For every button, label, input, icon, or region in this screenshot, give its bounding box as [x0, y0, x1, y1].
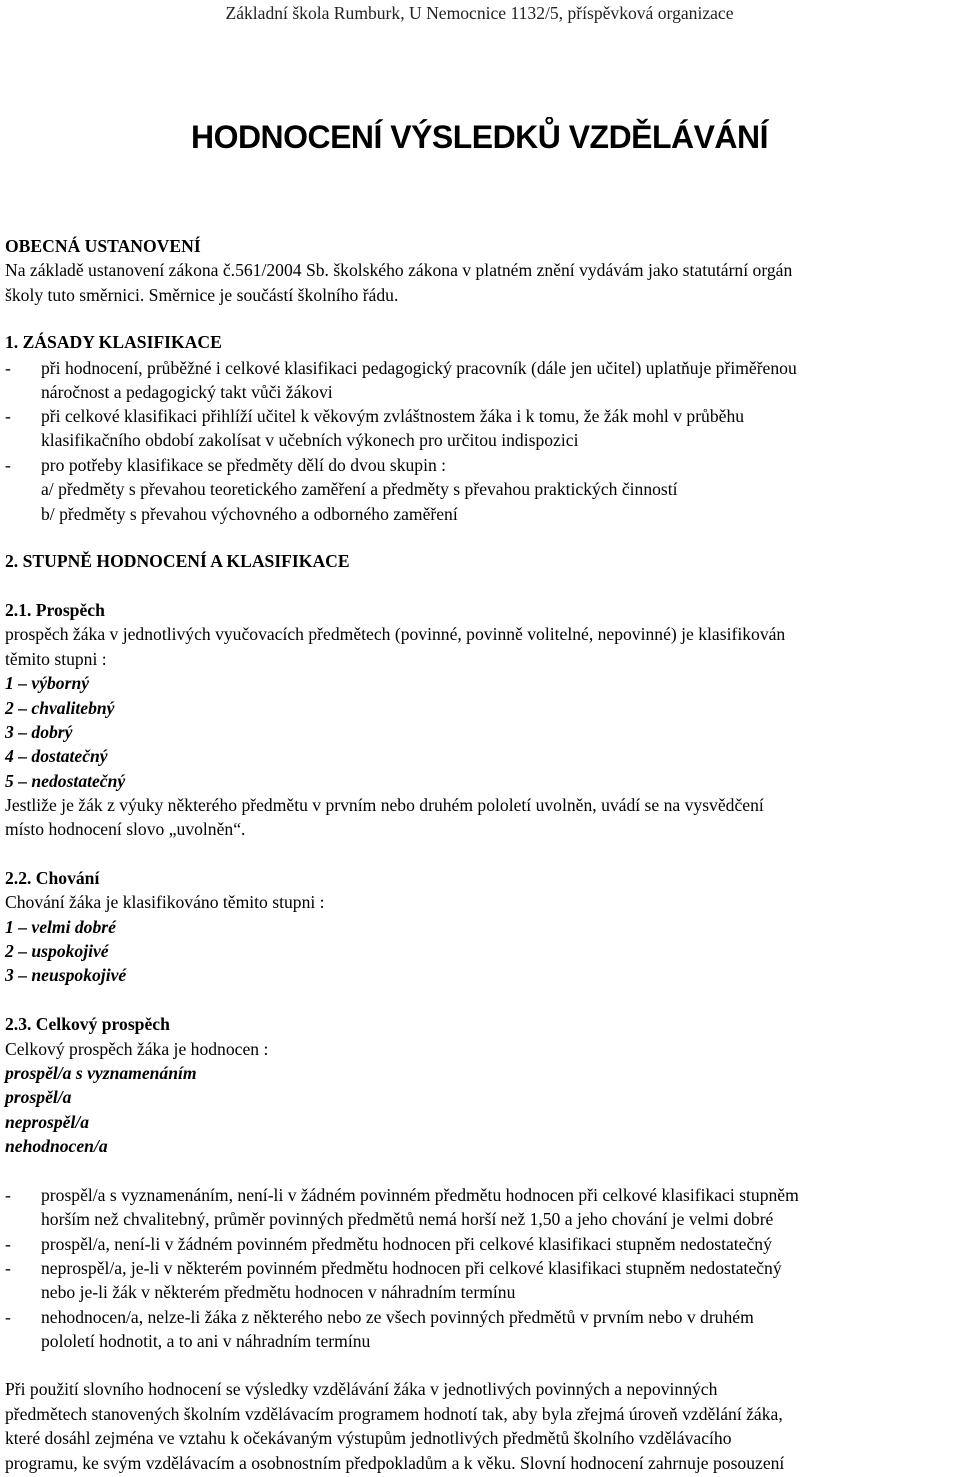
grade-item: nehodnocen/a: [5, 1136, 108, 1156]
paragraph-line: místo hodnocení slovo „uvolněn“.: [5, 819, 246, 839]
section-heading-stupne: 2. STUPNĚ HODNOCENÍ A KLASIFIKACE: [5, 551, 350, 571]
list-item-line: při celkové klasifikaci přihlíží učitel k věkovým zvláštnostem žáka i k tomu, že žák mohl v průběhu: [41, 406, 745, 426]
list-item-line: horším než chvalitebný, průměr povinných předmětů nemá horší než 1,50 a jeho chování je velmi dobré: [41, 1209, 774, 1229]
paragraph-line: Na základě ustanovení zákona č.561/2004 Sb. školského zákona v platném znění vydávám jako statutární orgán: [5, 260, 793, 280]
paragraph-line: Jestliže je žák z výuky některého předmětu v prvním nebo druhém pololetí uvolněn, uvádí se na vysvědčení: [5, 795, 764, 815]
list-item-line: prospěl/a, není-li v žádném povinném předmětu hodnocen při celkové klasifikaci stupněm nedostatečný: [41, 1234, 772, 1254]
list-bullet: -: [5, 1234, 11, 1254]
paragraph-line: programu, ke svým vzdělávacím a osobnostním předpokladům a k věku. Slovní hodnocení zahrnuje posouzení: [5, 1453, 785, 1473]
paragraph-line: školy tuto směrnici. Směrnice je součástí školního řádu.: [5, 285, 399, 305]
grade-item: neprospěl/a: [5, 1112, 90, 1132]
list-item-line: b/ předměty s převahou výchovného a odborného zaměření: [41, 504, 458, 524]
paragraph-line: Při použití slovního hodnocení se výsledky vzdělávání žáka v jednotlivých povinných a nepovinných: [5, 1379, 718, 1399]
page-title: HODNOCENÍ VÝSLEDKŮ VZDĚLÁVÁNÍ: [191, 119, 768, 155]
list-bullet: -: [5, 358, 11, 378]
grade-item: 3 – dobrý: [5, 722, 73, 742]
grade-item: 1 – velmi dobré: [5, 917, 116, 937]
list-item-line: nehodnocen/a, nelze-li žáka z některého nebo ze všech povinných předmětů v prvním nebo v druhém: [41, 1307, 754, 1327]
grade-item: 1 – výborný: [5, 673, 90, 693]
paragraph-line: Celkový prospěch žáka je hodnocen :: [5, 1039, 269, 1059]
paragraph-line: Chování žáka je klasifikováno těmito stupni :: [5, 892, 325, 912]
paragraph-line: těmito stupni :: [5, 649, 107, 669]
list-item-line: prospěl/a s vyznamenáním, není-li v žádném povinném předmětu hodnocen při celkové klasifikaci stupněm: [41, 1185, 799, 1205]
grade-item: prospěl/a: [5, 1087, 72, 1107]
subsection-heading-celkovy: 2.3. Celkový prospěch: [5, 1014, 170, 1034]
grade-item: prospěl/a s vyznamenáním: [5, 1063, 197, 1083]
list-item-line: nebo je-li žák v některém předmětu hodnocen v náhradním termínu: [41, 1282, 516, 1302]
school-header: Základní škola Rumburk, U Nemocnice 1132/5, příspěvková organizace: [225, 3, 734, 23]
grade-item: 2 – chvalitebný: [5, 698, 115, 718]
list-item-line: a/ předměty s převahou teoretického zaměření a předměty s převahou praktických činností: [41, 479, 678, 499]
list-bullet: -: [5, 455, 11, 475]
list-bullet: -: [5, 406, 11, 426]
section-heading-obecna: OBECNÁ USTANOVENÍ: [5, 236, 201, 256]
list-item-line: neprospěl/a, je-li v některém povinném předmětu hodnocen při celkové klasifikaci stupněm nedostatečný: [41, 1258, 782, 1278]
grade-item: 2 – uspokojivé: [5, 941, 109, 961]
section-heading-zasady: 1. ZÁSADY KLASIFIKACE: [5, 332, 222, 352]
grade-item: 5 – nedostatečný: [5, 771, 126, 791]
list-bullet: -: [5, 1185, 11, 1205]
list-bullet: -: [5, 1258, 11, 1278]
subsection-heading-prospech: 2.1. Prospěch: [5, 600, 105, 620]
paragraph-line: které dosáhl zejména ve vztahu k očekávaným výstupům jednotlivých předmětů školního vzdělávacího: [5, 1428, 732, 1448]
paragraph-line: předmětech stanovených školním vzdělávacím programem hodnotí tak, aby byla zřejmá úroveň vzdělání žáka,: [5, 1404, 783, 1424]
list-item-line: při hodnocení, průběžné i celkové klasifikaci pedagogický pracovník (dále jen učitel) uplatňuje přiměřenou: [41, 358, 797, 378]
list-item-line: klasifikačního období zakolísat v učebních výkonech pro určitou indispozici: [41, 430, 579, 450]
list-item-line: náročnost a pedagogický takt vůči žákovi: [41, 382, 333, 402]
subsection-heading-chovani: 2.2. Chování: [5, 868, 100, 888]
paragraph-line: prospěch žáka v jednotlivých vyučovacích předmětech (povinné, povinně volitelné, nepovinné) je klasifikován: [5, 624, 786, 644]
grade-item: 4 – dostatečný: [5, 746, 108, 766]
list-bullet: -: [5, 1307, 11, 1327]
grade-item: 3 – neuspokojivé: [5, 965, 127, 985]
list-item-line: pololetí hodnotit, a to ani v náhradním termínu: [41, 1331, 371, 1351]
list-item-line: pro potřeby klasifikace se předměty dělí do dvou skupin :: [41, 455, 447, 475]
